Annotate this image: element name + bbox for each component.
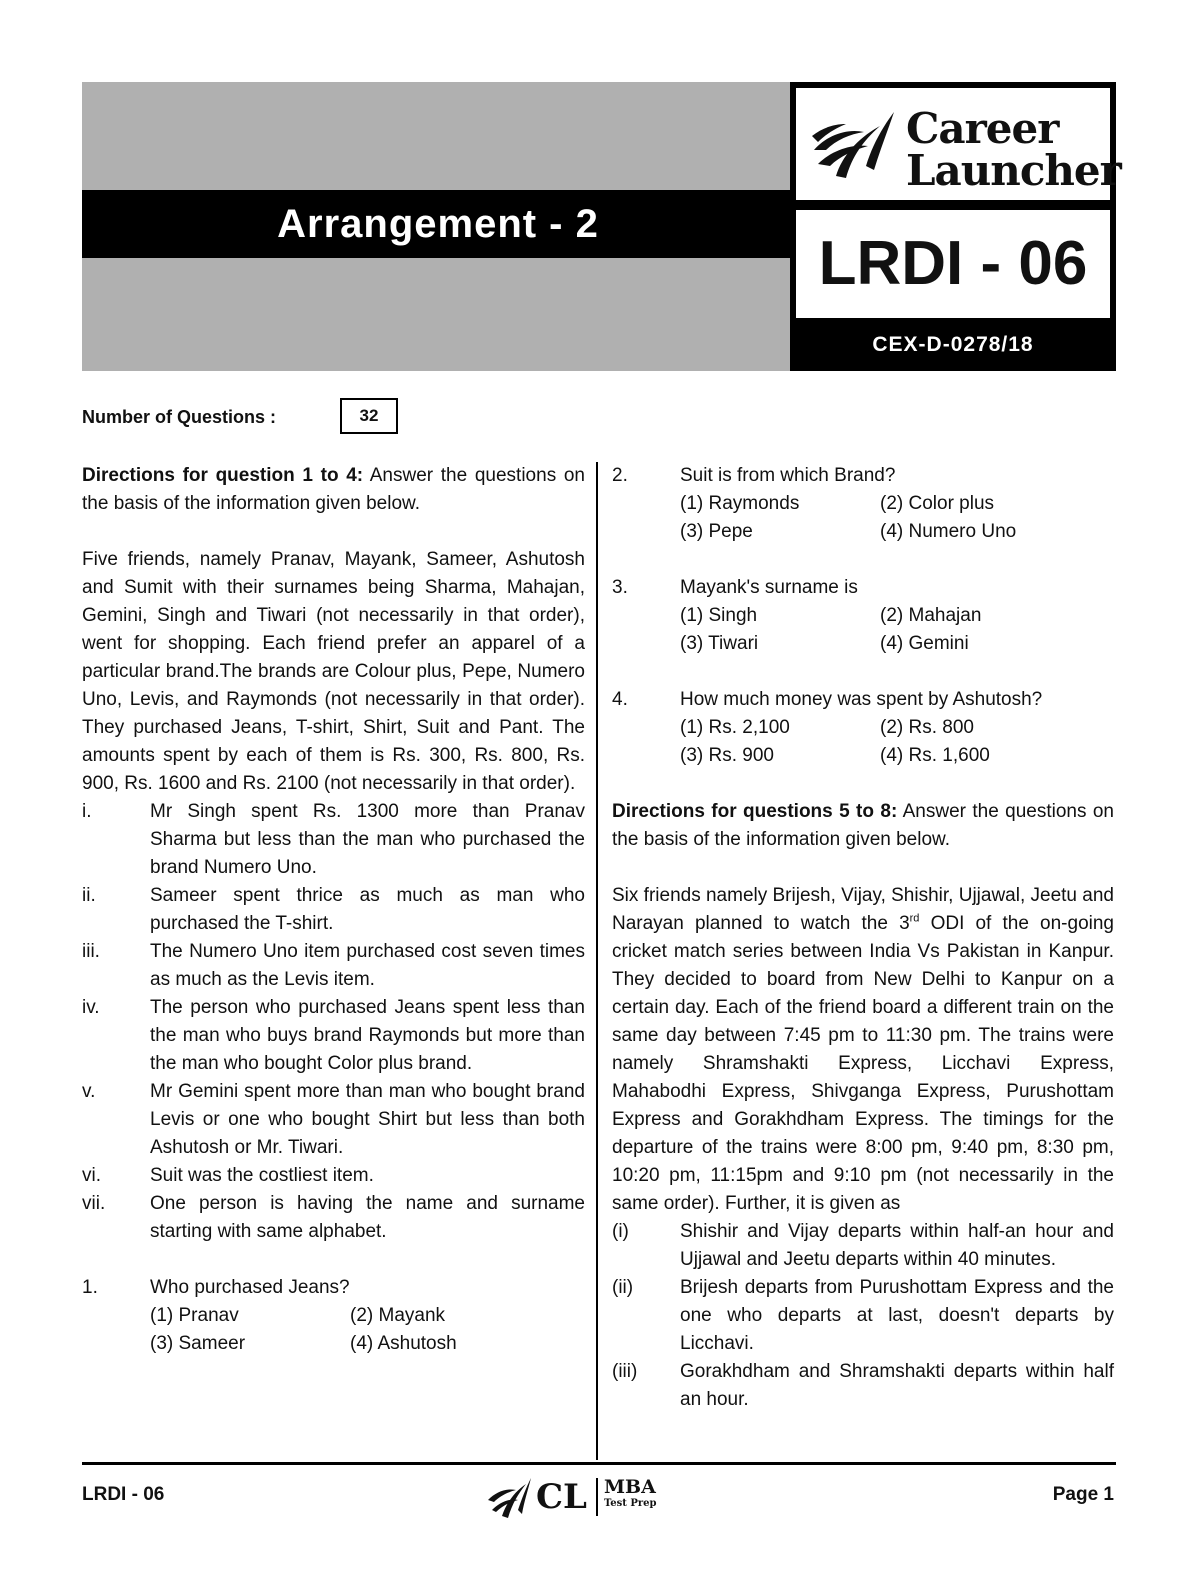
- question-4: [612, 686, 1114, 714]
- footer-module-code: LRDI - 06: [82, 1484, 165, 1505]
- clue-text: Shishir and Vijay departs within half-an hour and Ujjawal and Jeetu departs within 40 minutes.: [680, 1221, 1114, 1270]
- clue-number: ii.: [82, 885, 96, 906]
- question-2-options: [680, 490, 1114, 546]
- clue-number: (i): [612, 1221, 629, 1242]
- question-text: Who purchased Jeans?: [150, 1277, 350, 1298]
- option: (2) Color plus: [880, 493, 995, 514]
- question-number: 1.: [82, 1277, 98, 1298]
- question-2: [612, 462, 1114, 490]
- passage-set2: [612, 882, 1114, 1218]
- clue-item: [82, 1190, 585, 1246]
- clue-number: (iii): [612, 1361, 638, 1382]
- column-divider: [596, 462, 598, 1460]
- option: (3) Sameer: [150, 1333, 246, 1354]
- option: (3) Pepe: [680, 521, 753, 542]
- clue-item: [82, 882, 585, 938]
- clue-text: One person is having the name and surname starting with same alphabet.: [150, 1193, 585, 1242]
- ordinal-suffix: rd: [909, 912, 920, 925]
- footer-swoosh-icon: [484, 1474, 532, 1520]
- question-text: Mayank's surname is: [680, 577, 858, 598]
- clue-item: [82, 938, 585, 994]
- option: (3) Tiwari: [680, 633, 759, 654]
- option: (4) Ashutosh: [350, 1333, 457, 1354]
- clue-text: The person who purchased Jeans spent less than the man who buys brand Raymonds but more than the man who bought Color plus brand.: [150, 997, 585, 1074]
- question-3-options: [680, 602, 1114, 658]
- option: (2) Mayank: [350, 1305, 446, 1326]
- footer-rule: [82, 1462, 1116, 1465]
- question-text: Suit is from which Brand?: [680, 465, 896, 486]
- clue-item: [82, 1078, 585, 1162]
- footer-logo-separator: [596, 1478, 598, 1516]
- clue-number: iii.: [82, 941, 100, 962]
- directions-set1-text: Answer the questions on the basis of the information given below.: [82, 465, 585, 514]
- clue-item: [82, 1162, 585, 1190]
- header-right-panel: [790, 82, 1121, 371]
- logo-text-launcher: Launcher: [906, 146, 1121, 195]
- module-code-box: [796, 210, 1110, 318]
- page-title: Arrangement - 2: [277, 202, 599, 246]
- question-1-options: [150, 1302, 585, 1358]
- directions-set2-heading: Directions for questions 5 to 8:: [612, 801, 898, 822]
- directions-set2: [612, 798, 1114, 854]
- passage-set2-part-b: ODI of the on-going cricket match series between India Vs Pakistan in Kanpur. They decided to board from New Delhi to Kanpur on a certain day. Each of the friend board a different train on the same day between 7:45 pm to 11:30 pm. The trains were namely Shramshakti Express, Licchavi Express, Mahabodhi Express, Shivganga Express, Purushottam Express and Gorakhdham Express. The timings for the departure of the trains were 8:00 pm, 9:40 pm, 8:30 pm, 10:20 pm, 11:15pm and 9:10 pm (not necessarily in the same order). Further, it is given as: [612, 913, 1114, 1214]
- career-launcher-swoosh-icon: [806, 106, 896, 186]
- clue-item: [612, 1274, 1114, 1358]
- clue-text: The Numero Uno item purchased cost seven times as much as the Levis item.: [150, 941, 585, 990]
- question-count-value: 32: [340, 398, 398, 434]
- logo-text-career: Career: [906, 104, 1059, 153]
- footer-logo-cl: CL: [536, 1477, 587, 1517]
- clue-number: v.: [82, 1081, 96, 1102]
- left-column: [82, 462, 585, 1358]
- footer-logo-testprep: Test Prep: [604, 1498, 657, 1509]
- question-4-options: [680, 714, 1114, 770]
- directions-set1: [82, 462, 585, 518]
- passage-set2-part-a: Six friends namely Brijesh, Vijay, Shishir, Ujjawal, Jeetu and Narayan planned to watch the 3: [612, 885, 1114, 934]
- directions-set2-text: Answer the questions on the basis of the information given below.: [612, 801, 1114, 850]
- right-column: [612, 462, 1114, 1414]
- clue-number: i.: [82, 801, 92, 822]
- question-text: How much money was spent by Ashutosh?: [680, 689, 1043, 710]
- directions-set1-heading: Directions for question 1 to 4:: [82, 465, 364, 486]
- passage-set1: Five friends, namely Pranav, Mayank, Sameer, Ashutosh and Sumit with their surnames being Sharma, Mahajan, Gemini, Singh and Tiwari (not necessarily in that order), went for shopping. Each friend prefer an apparel of a particular brand.The brands are Colour plus, Pepe, Numero Uno, Levis, and Raymonds (not necessarily in that order). They purchased Jeans, T-shirt, Shirt, Suit and Pant. The amounts spent by each of them is Rs. 300, Rs. 800, Rs. 900, Rs. 1600 and Rs. 2100 (not necessarily in that order).: [82, 549, 585, 794]
- title-band: [82, 190, 794, 258]
- clue-text: Brijesh departs from Purushottam Express and the one who departs at last, doesn't departs by Licchavi.: [680, 1277, 1114, 1354]
- clue-item: [82, 994, 585, 1078]
- question-1: [82, 1274, 585, 1302]
- clue-number: (ii): [612, 1277, 634, 1298]
- option: (4) Numero Uno: [880, 521, 1017, 542]
- option: (1) Pranav: [150, 1305, 239, 1326]
- module-code: LRDI - 06: [818, 229, 1088, 298]
- clue-text: Mr Gemini spent more than man who bought brand Levis or one who bought Shirt but less than both Ashutosh or Mr. Tiwari.: [150, 1081, 585, 1158]
- option: (2) Rs. 800: [880, 717, 974, 738]
- footer-cl-mba-logo: [484, 1474, 684, 1520]
- clue-number: iv.: [82, 997, 100, 1018]
- question-number: 4.: [612, 689, 628, 710]
- clue-number: vi.: [82, 1165, 101, 1186]
- option: (1) Raymonds: [680, 493, 800, 514]
- option: (3) Rs. 900: [680, 745, 774, 766]
- clue-item: [82, 798, 585, 882]
- question-number: 2.: [612, 465, 628, 486]
- clue-item: [612, 1218, 1114, 1274]
- option: (4) Gemini: [880, 633, 969, 654]
- question-3: [612, 574, 1114, 602]
- clue-text: Gorakhdham and Shramshakti departs within half an hour.: [680, 1361, 1114, 1410]
- reference-code: CEX-D-0278/18: [872, 333, 1034, 356]
- clue-text: Sameer spent thrice as much as man who purchased the T-shirt.: [150, 885, 585, 934]
- option: (1) Singh: [680, 605, 758, 626]
- question-count-label: Number of Questions :: [82, 407, 277, 427]
- option: (1) Rs. 2,100: [680, 717, 790, 738]
- page-number: Page 1: [1052, 1484, 1114, 1505]
- career-launcher-logo: [796, 88, 1121, 200]
- clue-text: Mr Singh spent Rs. 1300 more than Pranav Sharma but less than the man who purchased the brand Numero Uno.: [150, 801, 585, 878]
- clue-text: Suit was the costliest item.: [150, 1165, 374, 1186]
- option: (2) Mahajan: [880, 605, 982, 626]
- question-number: 3.: [612, 577, 628, 598]
- footer-logo-mba: MBA: [604, 1476, 656, 1498]
- clue-item: [612, 1358, 1114, 1414]
- option: (4) Rs. 1,600: [880, 745, 990, 766]
- clue-number: vii.: [82, 1193, 106, 1214]
